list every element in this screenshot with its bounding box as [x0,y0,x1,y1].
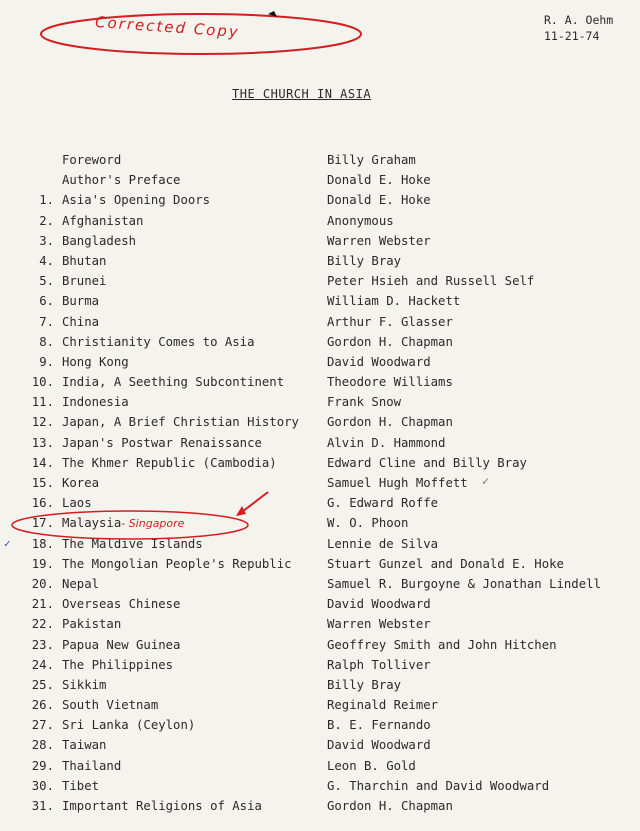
chapter-number: 11. [31,395,54,410]
toc-row [0,375,640,395]
chapter-number: 14. [31,455,54,470]
chapter-number: 31. [31,799,54,813]
chapter-number: 20. [31,576,54,591]
chapter-number: 21. [31,597,54,612]
chapter-number: 1. [39,193,54,208]
chapter-title [62,315,99,329]
chapter-title-text: Indonesia [62,395,129,410]
chapter-number: 6. [39,294,54,309]
chapter-author: Gordon H. Chapman [327,334,453,349]
toc-row [0,658,640,678]
chapter-title-text: Author's Preface [62,173,181,188]
toc-row [0,537,640,557]
chapter-author: Arthur F. Glasser [327,314,453,329]
chapter-title [62,759,121,773]
chapter-author: Donald E. Hoke [327,193,431,208]
chapter-author: Samuel Hugh Moffett [327,476,468,490]
table-of-contents [0,153,640,819]
toc-row [0,456,640,476]
chapter-title-text: The Khmer Republic (Cambodia) [62,455,277,470]
chapter-title-text: Japan, A Brief Christian History [62,415,299,430]
toc-row [0,678,640,698]
toc-row [0,738,640,758]
chapter-number: 15. [31,476,54,490]
chapter-author: Peter Hsieh and Russell Self [327,274,535,289]
chapter-title [62,476,99,490]
chapter-title-text: Foreword [62,153,122,167]
chapter-number: 19. [31,556,54,571]
chapter-title-text: South Vietnam [62,698,159,713]
toc-row [0,638,640,658]
toc-row [0,779,640,799]
chapter-title [62,799,262,813]
chapter-author: David Woodward [327,354,431,369]
toc-row [0,799,640,819]
author-name: R. A. Oehm [544,13,614,27]
chapter-number: 27. [31,718,54,733]
toc-row [0,617,640,637]
toc-row [0,395,640,415]
toc-row [0,415,640,435]
chapter-number: 18. [31,536,54,551]
toc-row [0,294,640,314]
toc-row [0,557,640,577]
chapter-number: 9. [39,354,54,369]
chapter-title-text: Bhutan [62,253,107,268]
toc-row [0,335,640,355]
chapter-title [62,193,210,207]
chapter-title-text: Thailand [62,758,122,773]
chapter-title [62,738,106,752]
chapter-number: 26. [31,698,54,713]
chapter-title [62,537,203,551]
toc-row [0,254,640,274]
chapter-title-text: The Maldive Islands [62,536,203,551]
chapter-title [62,214,143,228]
chapter-author: Samuel R. Burgoyne & Jonathan Lindell [327,576,601,591]
toc-row [0,476,640,496]
chapter-title [62,234,136,248]
chapter-author: W. O. Phoon [327,516,409,531]
chapter-title [62,597,180,611]
chapter-title-text: Korea [62,476,100,490]
chapter-title [62,415,299,429]
chapter-title-text: Burma [62,294,100,309]
chapter-title-text: Nepal [62,576,100,591]
toc-row [0,214,640,234]
chapter-author: G. Edward Roffe [327,496,439,511]
toc-row [0,234,640,254]
chapter-title [62,254,106,268]
chapter-title [62,173,180,187]
toc-row [0,516,640,536]
chapter-title [62,617,121,631]
chapter-title-text: Christianity Comes to Asia [62,334,255,349]
chapter-title-text: Japan's Postwar Renaissance [62,435,262,450]
chapter-title [62,718,195,732]
chapter-number: 7. [39,314,54,329]
chapter-author: Billy Graham [327,153,416,167]
toc-row [0,436,640,456]
toc-row [0,315,640,335]
document-header [544,12,613,44]
chapter-title-text: Tibet [62,778,100,793]
chapter-title [62,678,106,692]
toc-row [0,274,640,294]
chapter-author: William D. Hackett [327,294,461,309]
chapter-title [62,638,180,652]
chapter-title [62,557,292,571]
chapter-number: 13. [31,435,54,450]
chapter-title-text: China [62,314,100,329]
corrected-copy-label: Corrected Copy [94,12,241,42]
chapter-title-text: India, A Seething Subcontinent [62,375,285,390]
chapter-title-text: Important Religions of Asia [62,799,262,813]
chapter-title [62,496,92,510]
toc-row [0,759,640,779]
chapter-title [62,577,99,591]
chapter-title-text: Pakistan [62,617,122,632]
chapter-author: Lennie de Silva [327,536,439,551]
chapter-title-text: The Mongolian People's Republic [62,556,292,571]
chapter-number: 22. [31,617,54,632]
chapter-title [62,516,184,530]
chapter-author: Warren Webster [327,233,431,248]
chapter-author: G. Tharchin and David Woodward [327,778,550,793]
chapter-author: David Woodward [327,738,431,753]
chapter-title [62,698,158,712]
chapter-author: B. E. Fernando [327,718,431,733]
toc-row [0,355,640,375]
chapter-title-text: Overseas Chinese [62,597,181,612]
toc-row [0,193,640,213]
chapter-author: Donald E. Hoke [327,173,431,188]
chapter-author: Alvin D. Hammond [327,435,446,450]
chapter-title [62,436,262,450]
chapter-author: Geoffrey Smith and John Hitchen [327,637,557,652]
toc-row [0,577,640,597]
toc-row [0,718,640,738]
chapter-number: 5. [39,274,54,289]
chapter-title-text: Asia's Opening Doors [62,193,211,208]
blue-check-icon: ✓ [4,536,11,550]
chapter-author: Reginald Reimer [327,698,439,713]
chapter-number: 8. [39,334,54,349]
chapter-title [62,456,277,470]
chapter-author: Frank Snow [327,395,402,410]
chapter-author: Billy Bray [327,677,402,692]
chapter-title [62,375,284,389]
chapter-number: 28. [31,738,54,753]
chapter-title-text: Afghanistan [62,213,144,228]
chapter-author: Stuart Gunzel and Donald E. Hoke [327,556,564,571]
chapter-author: Warren Webster [327,617,431,632]
chapter-title [62,658,173,672]
chapter-number: 3. [39,233,54,248]
chapter-author: Edward Cline and Billy Bray [327,455,527,470]
chapter-number: 4. [39,253,54,268]
page-title: THE CHURCH IN ASIA [232,87,372,101]
chapter-author: Billy Bray [327,253,402,268]
toc-row [0,153,640,173]
chapter-author: Theodore Williams [327,375,453,390]
chapter-title-text: Sikkim [62,677,107,692]
chapter-number: 24. [31,657,54,672]
chapter-title [62,355,129,369]
chapter-author: Ralph Tolliver [327,657,431,672]
chapter-author: Gordon H. Chapman [327,415,453,430]
chapter-number: 29. [31,758,54,773]
chapter-title [62,395,129,409]
chapter-title-text: The Philippines [62,657,174,672]
toc-row [0,597,640,617]
chapter-number: 25. [31,677,54,692]
chapter-title-text: Malaysia [62,516,122,531]
chapter-title-text: Bangladesh [62,233,137,248]
chapter-number: 30. [31,778,54,793]
document-date: 11-21-74 [544,29,600,43]
chapter-number: 23. [31,637,54,652]
toc-row [0,698,640,718]
chapter-number: 2. [39,213,54,228]
chapter-title [62,294,99,308]
chapter-title [62,153,121,167]
chapter-title-text: Papua New Guinea [62,637,181,652]
handwritten-correction: - Singapore [121,517,185,531]
chapter-title [62,335,255,349]
chapter-number: 12. [31,415,54,430]
chapter-author: Gordon H. Chapman [327,799,453,813]
chapter-title [62,274,106,288]
chapter-title-text: Laos [62,496,92,511]
chapter-number: 10. [31,375,54,390]
toc-row [0,173,640,193]
chapter-author: David Woodward [327,597,431,612]
chapter-title-text: Hong Kong [62,354,129,369]
toc-row [0,496,640,516]
chapter-number: 16. [31,496,54,511]
chapter-author: Leon B. Gold [327,758,416,773]
chapter-title-text: Brunei [62,274,107,289]
chapter-title-text: Taiwan [62,738,107,753]
chapter-title [62,779,99,793]
chapter-author: Anonymous [327,213,394,228]
chapter-title-text: Sri Lanka (Ceylon) [62,718,196,733]
chapter-number: 17. [31,516,54,531]
pencil-check-icon: ✓ [482,474,490,488]
